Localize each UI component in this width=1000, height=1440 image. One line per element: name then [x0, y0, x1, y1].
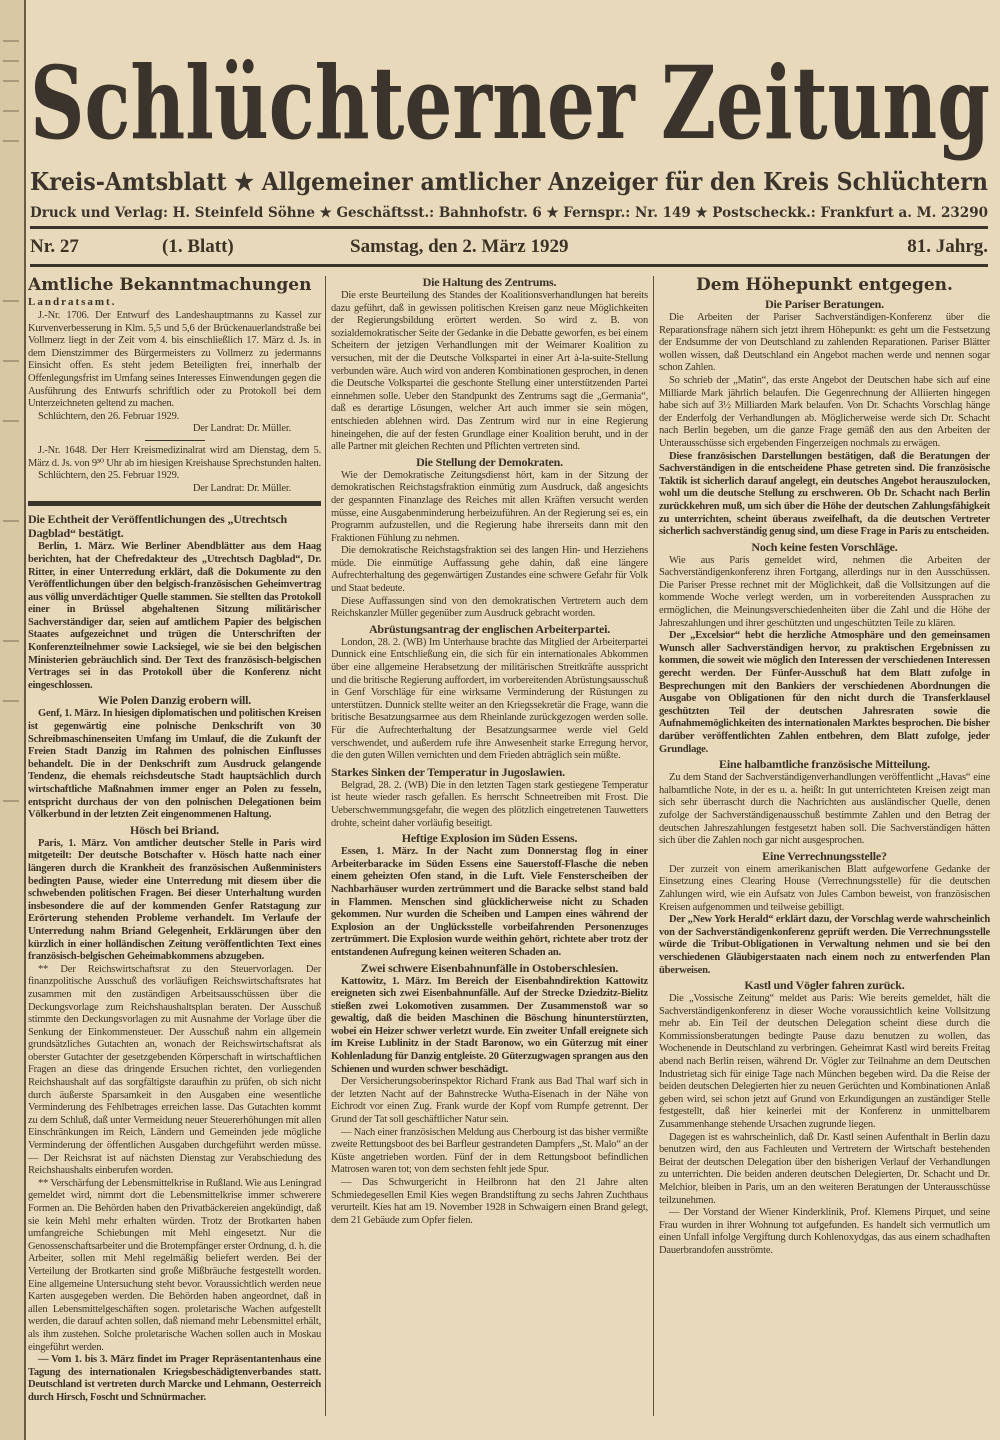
article-heading: Die Haltung des Zentrums.	[422, 275, 557, 289]
article-heading: Zwei schwere Eisenbahnunfälle in Ostoberschlesien.	[360, 960, 619, 975]
article-paragraph: Dagegen ist es wahrscheinlich, daß Dr. Kastl seinen Aufenthalt in Berlin dazu benutzen wird, den aus Fachleuten und Vertretern der Wirtschaft bestehenden Beirat der deutschen Delegation über den bisherigen Verlauf der Verhandlungen zu unterrichten. Die beiden anderen deutschen Delegierten, Dr. Schacht und Dr. Melchior, bleiben in Paris, um an den weiteren Beratungen der Unterausschüsse teilzunehmen.	[659, 1131, 990, 1206]
department-label: Landratsamt.	[28, 296, 117, 308]
issue-number: Nr. 27	[30, 236, 79, 257]
article-paragraph-bold: Kattowitz, 1. März. Im Bereich der Eisenbahndirektion Kattowitz ereigneten sich zwei Eisenbahnunfälle. Auf der Strecke Dziedzitz-Bielitz stießen zwei Lokomotiven zusammen. Der Zusammenstoß war so gewaltig, daß die beiden Maschinen die Böschung hinunterstürzten, wobei ein Heizer schwer verletzt wurde. Ein zweiter Unfall ereignete sich im Kreise Lublinitz in der Stadt Baronow, wo ein Güterzug mit einer Kohlenladung für Danzig entgleiste. 20 Güterzugwagen sprangen aus den Schienen und wurden schwer beschädigt.	[331, 975, 648, 1075]
masthead-rule	[30, 226, 988, 229]
issue-rule	[30, 264, 988, 267]
adjacent-page-edge	[0, 0, 26, 1440]
issue-date: Samstag, den 2. März 1929	[350, 236, 569, 257]
article-heading: Heftige Explosion im Süden Essens.	[401, 831, 578, 846]
short-rule	[145, 440, 205, 441]
article-paragraph: — Das Schwurgericht in Heilbronn hat den 21 Jahre alten Schmiedegesellen Emil Kies wegen Brandstiftung zu sechs Jahren Zuchthaus verurteilt. Kies hat am 19. November 1928 in Schwaigern einen Brand gelegt, dem 21 Gebäude zum Opfer fielen.	[331, 1177, 648, 1226]
article-paragraph-bold: Diese französischen Darstellungen bestätigen, daß die Beratungen der Sachverständigen in die entscheidene Phase getreten sind. Die französische Taktik ist sicherlich darauf angelegt, ein deutsches Angebot herauszulocken, wohl um die deutsche Stellung zu erschweren. Ob Dr. Schacht nach Berlin zurückkehren muß, um sich über die Höhe der deutschen Zahlungsfähigkeit zu unterrichten, scheint überaus zweifelhaft, da die deutschen Vertreter sicherlich sachverständig genug sind, um diese Frage in Paris zu entscheiden.	[659, 450, 990, 538]
dateline: Schlüchtern, den 25. Februar 1929.	[38, 470, 180, 482]
article-paragraph: Diese Auffassungen sind von den demokratischen Vertretern auch dem Reichskanzler Müller gegenüber zum Ausdruck gebracht worden.	[331, 595, 648, 620]
signature: Der Landrat: Dr. Müller.	[192, 482, 291, 494]
article-paragraph: Zu dem Stand der Sachverständigenverhandlungen veröffentlicht „Havas“ eine halbamtliche Note, in der es u. a. heißt: In gut unterrichteten Kreisen zeigt man sich sehr überrascht durch die Nachrichten aus ausländischer Quelle, denen zufolge der Sachverständigenausschuß bestimmte Zahlen und den Betrag der deutschen Jahreszahlungen festgesetzt haben soll. Die Sachverständigen hätten sich über die Zahlen noch gar nicht ausgesprochen.	[659, 772, 990, 847]
section-heading: Amtliche Bekanntmachungen	[28, 275, 312, 295]
signature: Der Landrat: Dr. Müller.	[192, 423, 291, 435]
article-paragraph-bold: Essen, 1. März. In der Nacht zum Donnerstag flog in einer Arbeiterbaracke im Süden Essens eine Sauerstoff-Flasche die neben einem geheizten Ofen stand, in die Luft. Viele Fensterscheiben der Nachbarhäuser wurden zertrümmert und die Baracke selbst stand bald in Flammen. Menschen sind glücklicherweise nicht zu Schaden gekommen. Nur wurden die Scheiben und Lampen eines während der Explosion an der Unglücksstelle vorbeifahrenden Personenzuges zertrümmert. Die Explosion wurde weithin gehört, richtete aber trotz der entstandenen Aufregung keinen weiteren Schaden an.	[331, 846, 648, 958]
masthead	[28, 30, 994, 224]
article-heading: Die Stellung der Demokraten.	[416, 454, 563, 469]
article-heading: Noch keine festen Vorschläge.	[751, 539, 898, 554]
article-paragraph: Der zurzeit von einem amerikanischen Blatt aufgeworfene Gedanke der Einsetzung eines Clearing House (Verrechnungsstelle) für die deutschen Zahlungen wird, wie ein Aufsatz von Jules Cambon beweist, von französischen Kreisen aufgenommen und teilweise gebilligt.	[659, 863, 990, 913]
article-heading: Eine Verrechnungsstelle?	[762, 848, 887, 863]
article-paragraph-bold: Paris, 1. März. Von amtlicher deutscher Stelle in Paris wird mitgeteilt: Der deutsche Botschafter v. Hösch hatte nach einer längeren durch die Krankheit des französischen Außenministers bedingten Pause, wieder eine Unterredung mit diesem über die schwebenden politischen Fragen. Bei dieser Unterhaltung wurden insbesondere die auf der kommenden Genfer Ratstagung zur Erörterung stehenden Probleme verhandelt. Im Verlaufe der Unterredung nahm Briand Gelegenheit, Erklärungen über den kürzlich in einer holländischen Zeitung veröffentlichten Text eines französisch-belgischen Geheimabkommens abzugeben.	[28, 837, 321, 963]
article-paragraph: Die erste Beurteilung des Standes der Koalitionsverhandlungen hat bereits dazu geführt, daß in gewissen politischen Kreisen ganz neue Möglichkeiten der Regierungsbildung erörtert werden. So wird z. B. von sozialdemokratischer Seite der Gedanke in die Debatte geworfen, es bei einem Scheitern der jetzigen Verhandlungen mit der Weimarer Koalition zu versuchen, mit der die Deutsche Volkspartei in einer Art à-la-suite-Stellung verbunden wäre. Auch wird von anderen Kombinationen gesprochen, in denen die Deutsche Volkspartei die geschonte Stellung einer unterstützenden Partei einnehmen solle. Ueber den Standpunkt des Zentrums sagt die „Germania“, daß es derartige Lösungen, welcher Art auch immer sie sein mögen, entschieden ablehnen wird. Das Zentrum wird nur in eine Regierung hineingehen, die auf der festen Grundlage einer Koalition beruht, und in der alle Partner mit gleichen Rechten und Pflichten vertreten sind.	[331, 290, 648, 453]
article-paragraph-bold: Der „New York Herald“ erklärt dazu, der Vorschlag werde wahrscheinlich von der Sachverständigenkonferenz geprüft werden. Die Verrechnungsstelle würde die Tribut-Obligationen in Verwaltung nehmen und sie bei den verschiedenen Gläubigerstaaten nach einem noch zu entwerfenden Plan überweisen.	[659, 914, 990, 976]
article-heading: Starkes Sinken der Temperatur in Jugoslawien.	[331, 764, 565, 779]
issue-year: 81. Jahrg.	[907, 236, 988, 257]
article-heading: Eine halbamtliche französische Mitteilung.	[719, 757, 930, 772]
issue-sheet: (1. Blatt)	[162, 236, 234, 257]
imprint-line: Druck und Verlag: H. Steinfeld Söhne ★ Geschäftsst.: Bahnhofstr. 6 ★ Fernspr.: Nr. 149 ★ Postscheckk.: Frankfurt a. M. 23290	[30, 205, 989, 221]
article-headline: Dem Höhepunkt entgegen.	[696, 275, 953, 295]
article-paragraph-bold: Der „Excelsior“ hebt die herzliche Atmosphäre und den gemeinsamen Wunsch aller Sachverständigen hervor, zu praktischen Ergebnissen zu kommen, die soweit wie möglich den Interessen der verschiedenen Interessen gerecht werden. Der Fünfer-Ausschuß hat dem Blatt zufolge in Besprechungen mit den Bankiers der verschiedenen Abordnungen die Ausgabe von Obligationen für den nicht durch die Transferklausel geschützten Teil der deutschen Jahresraten sowie die Aufnahmemöglichkeiten des internationalen Marktes besprochen. Die bisher darüber veröffentlichten Zahlen entbehren, dem Blatt zufolge, jeder Grundlage.	[659, 630, 990, 755]
article-paragraph: Wie aus Paris gemeldet wird, nehmen die Arbeiten der Sachverständigenkonferenz ihren Fortgang, allerdings nur in den Ausschüssen. Die Pariser Presse rechnet mit der Möglichkeit, daß die Vollsitzungen auf die kommende Woche verlegt werden, um in vorbereitenden Aussprachen zu ermöglichen, die Meinungsverschiedenheiten über die Zahl und die Höhe der Jahreszahlungen und ihrer geschützten und ungeschützten Teile zu klären.	[659, 554, 990, 629]
section-rule	[28, 501, 321, 506]
article-paragraph: Die Arbeiten der Pariser Sachverständigen-Konferenz über die Reparationsfrage nähern sich jetzt ihrem Höhepunkt: es geht um die Festsetzung der Endsumme der von Deutschland zu zahlenden Reparationen. Pariser Blätter wollen wissen, daß Deutschland ein Angebot machen werde und nennen sogar schon Zahlen.	[659, 312, 990, 374]
issue-line	[30, 236, 988, 262]
article-paragraph: Belgrad, 28. 2. (WB) Die in den letzten Tagen stark gestiegene Temperatur ist heute wieder rasch gefallen. Es herrscht Schneetreiben mit Frost. Die Ueberschwemmungsgefahr, die wegen des plötzlich eingetretenen Tauwetters drohte, scheint daher vorläufig beseitigt.	[331, 779, 648, 829]
article-paragraph-bold: Genf, 1. März. In hiesigen diplomatischen und politischen Kreisen ist gegenwärtig eine polnische Denkschrift von 30 Schreibmaschinenseiten Umfang im Umlauf, die die Zukunft der Freien Stadt Danzig im Rahmen des polnischen Einflusses behandelt. Die in der Denkschrift zum Ausdruck gelangende Tendenz, die ehemals reichsdeutsche Stadt hauptsächlich durch wirtschaftliche Maßnahmen immer enger an Polen zu fesseln, entspricht durchaus der von den polnischen Delegationen beim Völkerbund in der letzten Zeit eingenommenen Haltung.	[28, 708, 321, 821]
column-divider	[325, 276, 326, 1416]
article-paragraph: J.-Nr. 1648. Der Herr Kreismedizinalrat wird am Dienstag, dem 5. März d. Js. von 9³⁰ Uhr ab im hiesigen Kreishause Sprechstunden halten.	[28, 444, 321, 469]
article-paragraph: J.-Nr. 1706. Der Entwurf des Landeshauptmanns zu Kassel zur Kurvenverbesserung in Klm. 5,5 und 5,6 der Brückenauerlandstraße bei Vollmerz liegt in der Zeit vom 4. bis einschließlich 17. März d. Js. in dem Dienstzimmer des Bürgermeisters zu Vollmerz zu jedermanns Einsicht offen. Es steht jedem Beteiligten frei, innerhalb der Offenlegungsfrist im Umfang seines Interesses Einwendungen gegen die Ausführung des Entwurfs schriftlich oder zu Protokoll bei dem Unterzeichneten geltend zu machen.	[28, 310, 321, 410]
article-paragraph: Wie der Demokratische Zeitungsdienst hört, kam in der Sitzung der demokratischen Reichstagsfraktion einmütig zum Ausdruck, daß angesichts der gespannten Finanzlage des Reiches mit allen Kräften versucht werden müsse, eine Ausgabenminderung herbeizuführen. An der Regierung sei es, ein Programm aufzustellen, und die Regierung habe ihrerseits dann mit den Fraktionen Fühlung zu nehmen.	[331, 469, 648, 544]
article-paragraph: ** Der Reichswirtschaftsrat zu den Steuervorlagen. Der finanzpolitische Ausschuß des vorläufigen Reichswirtschaftsrates hat zusammen mit den zuständigen Arbeitsausschüssen über die Deckungsvorlage zum Reichshaushaltsplan beraten. Der Ausschuß stimmte den Deckungsvorlagen zu mit Ausnahme der Vorlage über die Senkung der Einkommensteuer. Der Ausschuß nahm ein allgemein grundsätzliches Gutachten an, wonach der Reichswirtschaftsrat als oberster Gutachter der gesetzgebenden Körperschaft in wirtschaftlichen Fragen an diese das dringende Ersuchen richtet, den vorliegenden Reichshaushalt auf das sorgfältigste daraufhin zu prüfen, ob sich nicht durch äußerste Sparsamkeit in den Ausgaben eine wesentliche Verminderung des Fehlbetrages erreichen lasse. Das Gutachten kommt zu dem Schluß, daß unter Vermeidung neuer Steuererhöhungen mit allen Einschränkungen im Reich, Ländern und Gemeinden jede mögliche Verminderung der öffentlichen Ausgaben durchgeführt werden müsse. — Der Reichsrat ist auf nächsten Dienstag zur Verabschiedung des Reichshaushalts einberufen worden.	[28, 963, 321, 1177]
article-paragraph-bold: — Vom 1. bis 3. März findet im Prager Repräsentantenhaus eine Tagung des internationalen Kriegsbeschädigtenverbandes statt. Deutschland ist vertreten durch Marcke und Lehmann, Oesterreich durch Hirsch, Foscht und Schnürmacher.	[28, 1354, 321, 1403]
article-paragraph: Die demokratische Reichstagsfraktion sei des langen Hin- und Herziehens müde. Die einmütige Auffassung gehe dahin, daß eine längere Aufrechterhaltung des gegenwärtigen Zustandes eine schwere Gefahr für Volk und Staat bedeute.	[331, 545, 648, 595]
article-heading: Abrüstungsantrag der englischen Arbeiterpartei.	[368, 621, 611, 636]
article-paragraph: — Der Vorstand der Wiener Kinderklinik, Prof. Klemens Pirquet, und seine Frau wurden in ihrer Wohnung tot aufgefunden. Es handelt sich vermutlich um einen Unfall infolge Vergiftung durch Kohlenoxydgas, das aus einem schadhaften Dauerbrandofen ausströmte.	[659, 1207, 990, 1256]
article-paragraph: Die „Vossische Zeitung“ meldet aus Paris: Wie bereits gemeldet, hält die Sachverständigenkonferenz in dieser Woche voraussichtlich keine Vollsitzung mehr ab. Ein Teil der deutschen Delegation scheint diese durch die Kommissionsberatungen bedingte Pause dazu benutzen zu wollen, das Wochenende in Deutschland zu verbringen. Geheimrat Kastl wird bereits Freitag abend nach Berlin reisen, während Dr. Vögler zur Teilnahme an dem Deutschen Industrietag sich für einige Tage nach München begeben wird. Da die Reise der beiden deutschen Delegierten hier zu neuen Gerüchten und Kombinationen Anlaß geben wird, sei schon jetzt auf Grund von Erkundigungen an zuständiger Stelle festgestellt, daß hier keinerlei mit der Konferenz in unmittelbarem Zusammenhange stehende Ursachen zugrunde liegen.	[659, 993, 990, 1131]
article-paragraph-bold: Berlin, 1. März. Wie Berliner Abendblätter aus dem Haag berichten, hat der Chefredakteur des „Utrechtsch Dagblad“, Dr. Ritter, in einer Unterredung erklärt, daß die Dokumente zu den Veröffentlichungen über den belgisch-französischen Geheimvertrag aus völlig unverdächtiger Quelle stammen. Sie stellten das Protokoll einer in Brüssel abgehaltenen Sitzung militärischer Sachverständiger dar, seien auf amtlichem Papier des belgischen Staates aufgezeichnet und trügen die Unterschriften der Konferenzteilnehmer sowie Lacksiegel, wie sie bei den belgischen Ministerien gebräuchlich sind. Der Text des französisch-belgischen Vertrages sei in das Protokoll über die Konferenz nicht eingeschlossen.	[28, 541, 321, 691]
newspaper-subtitle: Kreis-Amtsblatt ★ Allgemeiner amtlicher Anzeiger für den Kreis Schlüchtern	[30, 167, 988, 196]
article-heading: Die Pariser Beratungen.	[765, 297, 884, 311]
article-paragraph: — Nach einer französischen Meldung aus Cherbourg ist das bisher vermißte zweite Rettungsboot des bei Barfleur gestrandeten Dampfers „St. Malo“ an der Küste angetrieben worden. Fünf der in dem Rettungsboot befindlichen Matrosen waren tot; von dem sechsten fehlt jede Spur.	[331, 1126, 648, 1176]
newspaper-title: Schlüchterner Zeitung	[30, 44, 990, 162]
article-paragraph: ** Verschärfung der Lebensmittelkrise in Rußland. Wie aus Leningrad gemeldet wird, nimmt dort die Lebensmittelkrise immer schwerere Formen an. Die Behörden haben den Privatbäckereien angekündigt, daß sie kein Mehl mehr erhalten würden. Trotz der Brotkarten haben umfangreiche Schiebungen mit Mehl eingesetzt. Nur die Genossenschaftsarbeiter und die Brotempfänger erster Ordnung, d. h. die Arbeiter, sollen mit Mehl regelmäßig beliefert werden. Bei der Verteilung der Brotkarten sind große Mißbräuche festgestellt worden. Eine allgemeine Untersuchung steht bevor. Voraussichtlich werden neue Karten ausgegeben werden. Die Behörden haben angeordnet, daß in allen Lebensmittelgeschäften sogen. proletarische Wachen aufgestellt werden, die darauf achten sollen, daß niemand mehr Lebensmittel erhält, als ihm zustehen. Solche proletarische Wachen sollen auch in Moskau eingeführt werden.	[28, 1177, 321, 1353]
column-divider	[653, 276, 654, 1416]
article-heading: Wie Polen Danzig erobern will.	[97, 693, 252, 708]
article-paragraph: So schrieb der „Matin“, das erste Angebot der Deutschen habe sich auf eine Milliarde Mark jährlich belaufen. Die Gegenrechnung der Alliierten hingegen habe sich auf 3½ Milliarden Mark belaufen. Von Dr. Schachts Vorschlag hänge der Enderfolg der Verhandlungen ab. Möglicherweise werde sich Dr. Schacht nach Berlin begeben, um die ganze Frage gemäß den aus den Arbeiten der Unterausschüsse sich ergebenden Fingerzeigen nochmals zu erwägen.	[659, 374, 990, 449]
dateline: Schlüchtern, den 26. Februar 1929.	[38, 410, 180, 422]
article-heading: Kastl und Vögler fahren zurück.	[744, 978, 905, 993]
column-middle	[331, 274, 648, 1227]
article-heading: Die Echtheit der Veröffentlichungen des „Utrechtsch Dagblad“ bestätigt.	[28, 512, 288, 541]
column-left	[28, 274, 321, 1405]
article-paragraph: Der Versicherungsoberinspektor Richard Frank aus Bad Thal warf sich in der letzten Nacht auf der Bahnstrecke Wutha-Eisenach in der Nähe von Eichrodt vor einen Zug. Frank wurde der Kopf vom Rumpfe getrennt. Der Grund der Tat soll geschäftlicher Natur sein.	[331, 1076, 648, 1126]
column-right	[659, 274, 990, 1258]
article-heading: Hösch bei Briand.	[130, 822, 219, 837]
article-paragraph: London, 28. 2. (WB) Im Unterhause brachte das Mitglied der Arbeiterpartei Dunnick eine Entschließung ein, die sich für ein internationales Abkommen über eine allgemeine Herabsetzung der militärischen Streitkräfte ausspricht und die britische Regierung auffordert, im vorbereitenden Abrüstungsausschuß in Genf Vorschläge für eine wirksame Verminderung der Rüstungen zu unterstützen. Dunnick stellte weiter an den Kriegssekretär die Frage, wann die britische Besatzungsarmee aus dem Rheinlande zurückgezogen werden solle. Für die Aufrechterhaltung der Besatzungsarmee werde viel Geld verschwendet, und außerdem rufe ihre Anwesenheit starke Erregung hervor, die den guten Willen vernichten und dem Frieden abträglich sein müßte.	[331, 636, 648, 762]
